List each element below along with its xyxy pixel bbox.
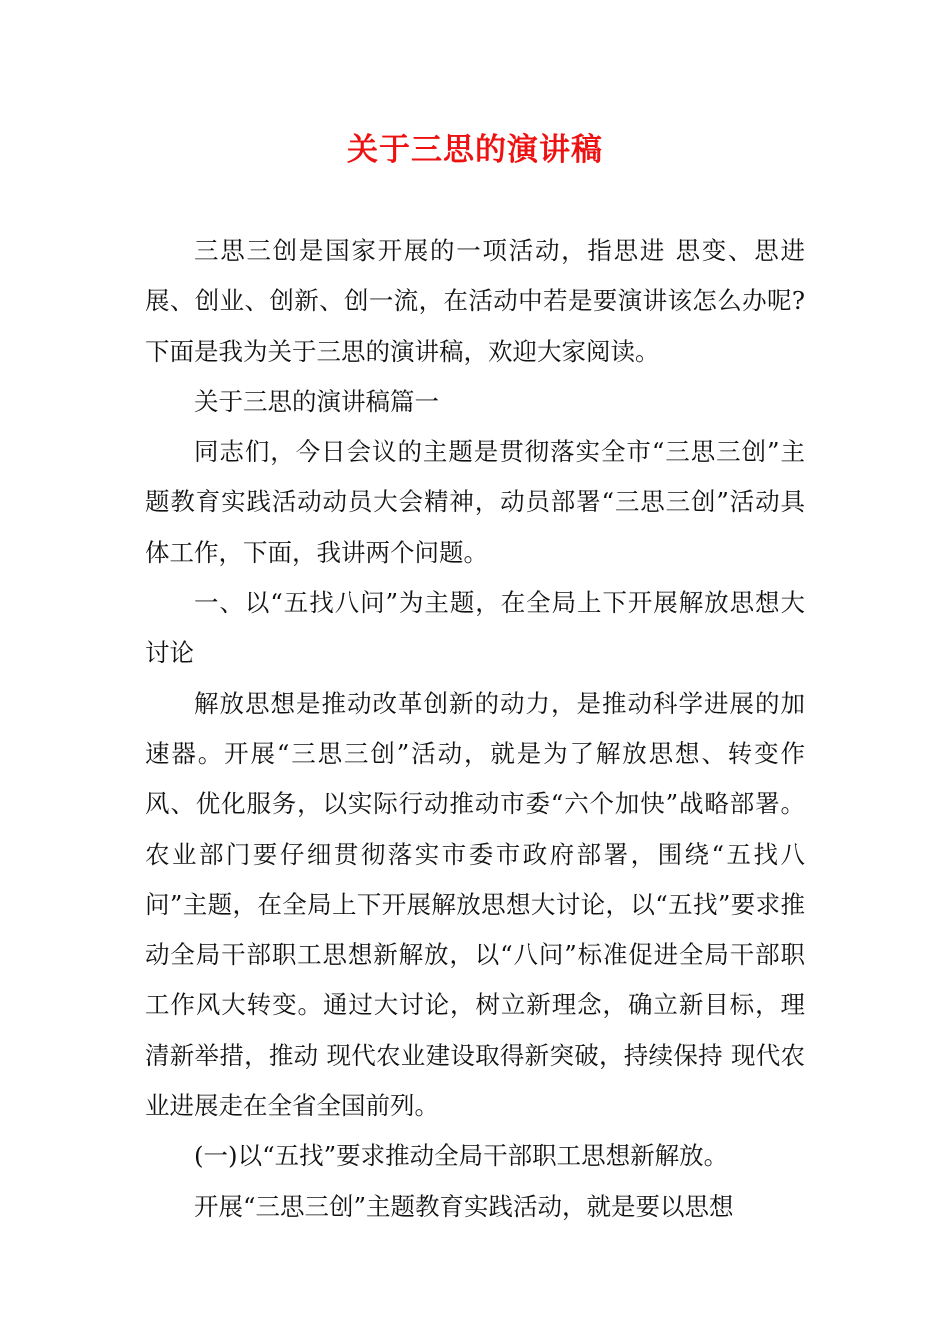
paragraph-emancipation: 解放思想是推动改革创新的动力，是推动科学进展的加速器。开展“三思三创”活动，就是为了解放思想、转变作风、优化服务，以实际行动推动市委“六个加快”战略部署。农业部门要仔细贯彻落实市委市政府部署，围绕“五找八问”主题，在全局上下开展解放思想大讨论，以“五找”要求推动全局干部职工思想新解放，以“八问”标准促进全局干部职工作风大转变。通过大讨论，树立新理念，确立新目标，理清新举措，推动 现代农业建设取得新突破，持续保持 现代农业进展走在全省全国前列。: [145, 688, 805, 1121]
paragraph-point-one: 一、以“五找八问”为主题，在全局上下开展解放思想大讨论: [145, 588, 805, 668]
paragraph-opening: 同志们，今日会议的主题是贯彻落实全市“三思三创”主题教育实践活动动员大会精神，动员部署“三思三创”活动具体工作，下面，我讲两个问题。: [145, 437, 805, 567]
paragraph-continuation: 开展“三思三创”主题教育实践活动，就是要以思想: [194, 1191, 734, 1221]
paragraph-section-heading: 关于三思的演讲稿篇一: [194, 386, 439, 416]
paragraph-subpoint-one: (一)以“五找”要求推动全局干部职工思想新解放。: [194, 1141, 729, 1171]
document-body: [145, 226, 805, 1232]
page-title: 关于三思的演讲稿: [347, 132, 603, 168]
paragraph-intro: 三思三创是国家开展的一项活动，指思进 思变、思进展、创业、创新、创一流，在活动中若是要演讲该怎么办呢?下面是我为关于三思的演讲稿，欢迎大家阅读。: [145, 236, 805, 366]
